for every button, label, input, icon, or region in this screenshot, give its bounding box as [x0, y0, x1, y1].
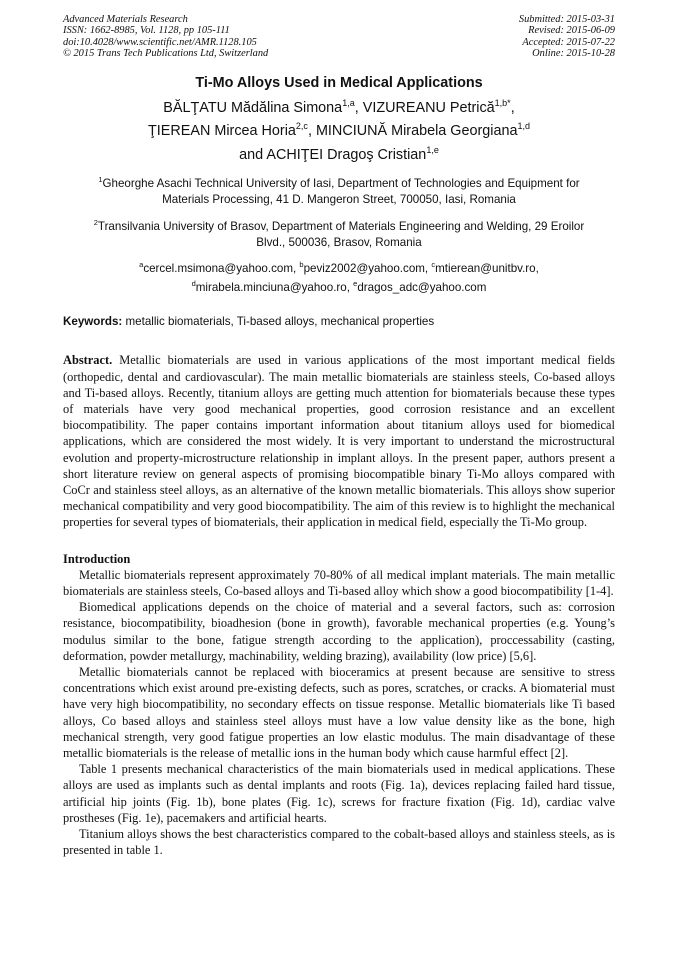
journal-issn: ISSN: 1662-8985, Vol. 1128, pp 105-111	[63, 25, 230, 37]
email-mark: c	[431, 259, 436, 269]
author-line-2	[63, 117, 615, 141]
journal-header	[63, 14, 615, 60]
intro-paragraph-1: Metallic biomaterials represent approximately 70-80% of all medical implant materials. The main metallic biomaterials are stainless steels, Co-based alloys and Ti-based alloy which show a good biocompatibility [1-4].	[63, 567, 615, 598]
email-mark: b	[299, 259, 304, 269]
abstract-label: Abstract.	[63, 353, 113, 368]
affiliation-text: Gheorghe Asachi Technical University of Iasi, Department of Technologies and Equipment for	[102, 176, 580, 190]
email-address: mtierean@unitbv.ro,	[435, 261, 539, 275]
author-separator: ,	[510, 99, 515, 116]
email-address: mirabela.minciuna@yahoo.ro,	[195, 280, 354, 294]
email-line-2	[63, 276, 615, 295]
date-submitted: Submitted: 2015-03-31	[518, 14, 615, 25]
email-address: peviz2002@yahoo.com,	[303, 261, 432, 275]
abstract-text: Metallic biomaterials are used in various applications of the most important medical fields (orthopedic, dental and cardiovascular). The main metallic biomaterials are stainless steels, Co-based alloys and Ti-based alloys. Recently, titanium alloys are getting much attention for biomaterials because these types of materials have very good mechanical properties, good corrosion resistance and an excellent biocompatibility. The paper contains important information about titanium alloys used for biomedical applications, which are considered the most widely. It is very important to understand the microstructural evolution and property-microstructure relationship in implant alloys. In the present paper, authors present a short literature review on general aspects of promising biocompatible binary Ti-Mo alloys compared with CoCr and stainless steel alloys, as an alternative of the known metallic biomaterials. This alloys show superior mechanical compatibility and very good biocompatibility. The aim of this review is to highlight the mechanical properties for several types of biomaterials, their application in medical field, especially the Ti-Mo group.	[63, 353, 615, 530]
date-revised: Revised: 2015-06-09	[528, 25, 615, 37]
date-accepted: Accepted: 2015-07-22	[522, 36, 615, 48]
author-separator: ,	[307, 123, 316, 140]
email-mark: a	[139, 259, 144, 269]
author-line-3	[63, 141, 615, 165]
affiliation-2	[63, 215, 615, 251]
affiliation-line: Materials Processing, 41 D. Mangeron Street, 700050, Iasi, Romania	[162, 192, 516, 206]
email-mark: e	[353, 278, 358, 288]
affiliation-line: Blvd., 500036, Brasov, Romania	[256, 235, 422, 249]
author-name: and ACHIŢEI Dragoş Cristian	[239, 147, 427, 164]
paper-title: Ti-Mo Alloys Used in Medical Applications	[195, 74, 483, 91]
date-online: Online: 2015-10-28	[532, 48, 615, 60]
affiliation-line	[63, 215, 615, 235]
journal-header-right	[519, 14, 615, 60]
author-affiliation-mark: 1,a	[342, 97, 355, 108]
journal-copyright: © 2015 Trans Tech Publications Ltd, Switzerland	[63, 48, 269, 60]
author-name: MINCIUNĂ Mirabela Georgiana	[315, 123, 518, 140]
email-mark: d	[191, 278, 196, 288]
section-heading-introduction: Introduction	[63, 551, 131, 566]
author-emails	[63, 257, 615, 295]
affiliation-number: 1	[98, 175, 103, 185]
email-address: cercel.msimona@yahoo.com,	[143, 261, 300, 275]
affiliation-1	[63, 172, 615, 208]
journal-header-left	[63, 14, 268, 60]
intro-paragraph-2: Biomedical applications depends on the choice of material and a several factors, such as: corrosion resistance, biocompatibility, bioadhesion (bone in growth), favorable mechanical properties (e.g. Young’s modulus similar to the bone, fatigue strength according to the application), proccessability (casting, deformation, powder metallurgy, machinability, welding brazing), availability (low price) [5,6].	[63, 600, 615, 663]
author-affiliation-mark: 2,c	[295, 121, 308, 132]
author-affiliation-mark: 1,d	[517, 121, 530, 132]
affiliation-line	[63, 172, 615, 192]
author-name: ŢIEREAN Mircea Horia	[147, 123, 296, 140]
author-name: VIZUREANU Petrică	[362, 99, 495, 116]
keywords-text: metallic biomaterials, Ti-based alloys, mechanical properties	[122, 315, 435, 329]
paper-page	[63, 14, 615, 858]
author-affiliation-mark: 1,b*	[494, 97, 511, 108]
affiliation-number: 2	[93, 217, 98, 227]
author-name: BĂLŢATU Mădălina Simona	[163, 99, 343, 116]
email-line-1	[63, 257, 615, 276]
keywords	[63, 314, 615, 329]
abstract	[63, 352, 615, 530]
journal-doi: doi:10.4028/www.scientific.net/AMR.1128.105	[63, 36, 257, 48]
email-address: dragos_adc@yahoo.com	[357, 280, 487, 294]
intro-paragraph-4: Table 1 presents mechanical characteristics of the main biomaterials used in medical applications. These alloys are used as implants such as dental implants and roots (Fig. 1a), devices replacing failed hard tissue, artificial hip joints (Fig. 1b), bone plates (Fig. 1c), screws for fracture fixation (Fig. 1d), cardiac valve prostheses (Fig. 1e), pacemakers and artificial hearts.	[63, 762, 615, 825]
author-line-1	[63, 94, 615, 118]
affiliation-text: Transilvania University of Brasov, Department of Materials Engineering and Welding, 29 Eroilor	[97, 219, 585, 233]
author-separator: ,	[354, 99, 363, 116]
author-list	[63, 94, 615, 165]
author-affiliation-mark: 1,e	[426, 145, 439, 156]
journal-name: Advanced Materials Research	[63, 14, 188, 25]
intro-paragraph-5: Titanium alloys shows the best characteristics compared to the cobalt-based alloys and stainless steels, as is presented in table 1.	[63, 826, 615, 858]
intro-paragraph-3: Metallic biomaterials cannot be replaced with bioceramics at present because are sensitive to stress concentrations which exist around pre-existing defects, such as pores, scratches, or cracks. A biomaterial must have very high biocompatibility, no secondary effects on tissue response. Metallic biomaterials like Ti based alloys, Co based alloys and stainless steel alloys must have a low value density like as the bone, high mechanical strength, very good fatigue properties an low elastic modulus. The main disadvantage of these metallic biomaterials is the release of metallic ions in the human body which cause harmful effect [2].	[63, 664, 615, 760]
keywords-label: Keywords:	[63, 315, 123, 329]
